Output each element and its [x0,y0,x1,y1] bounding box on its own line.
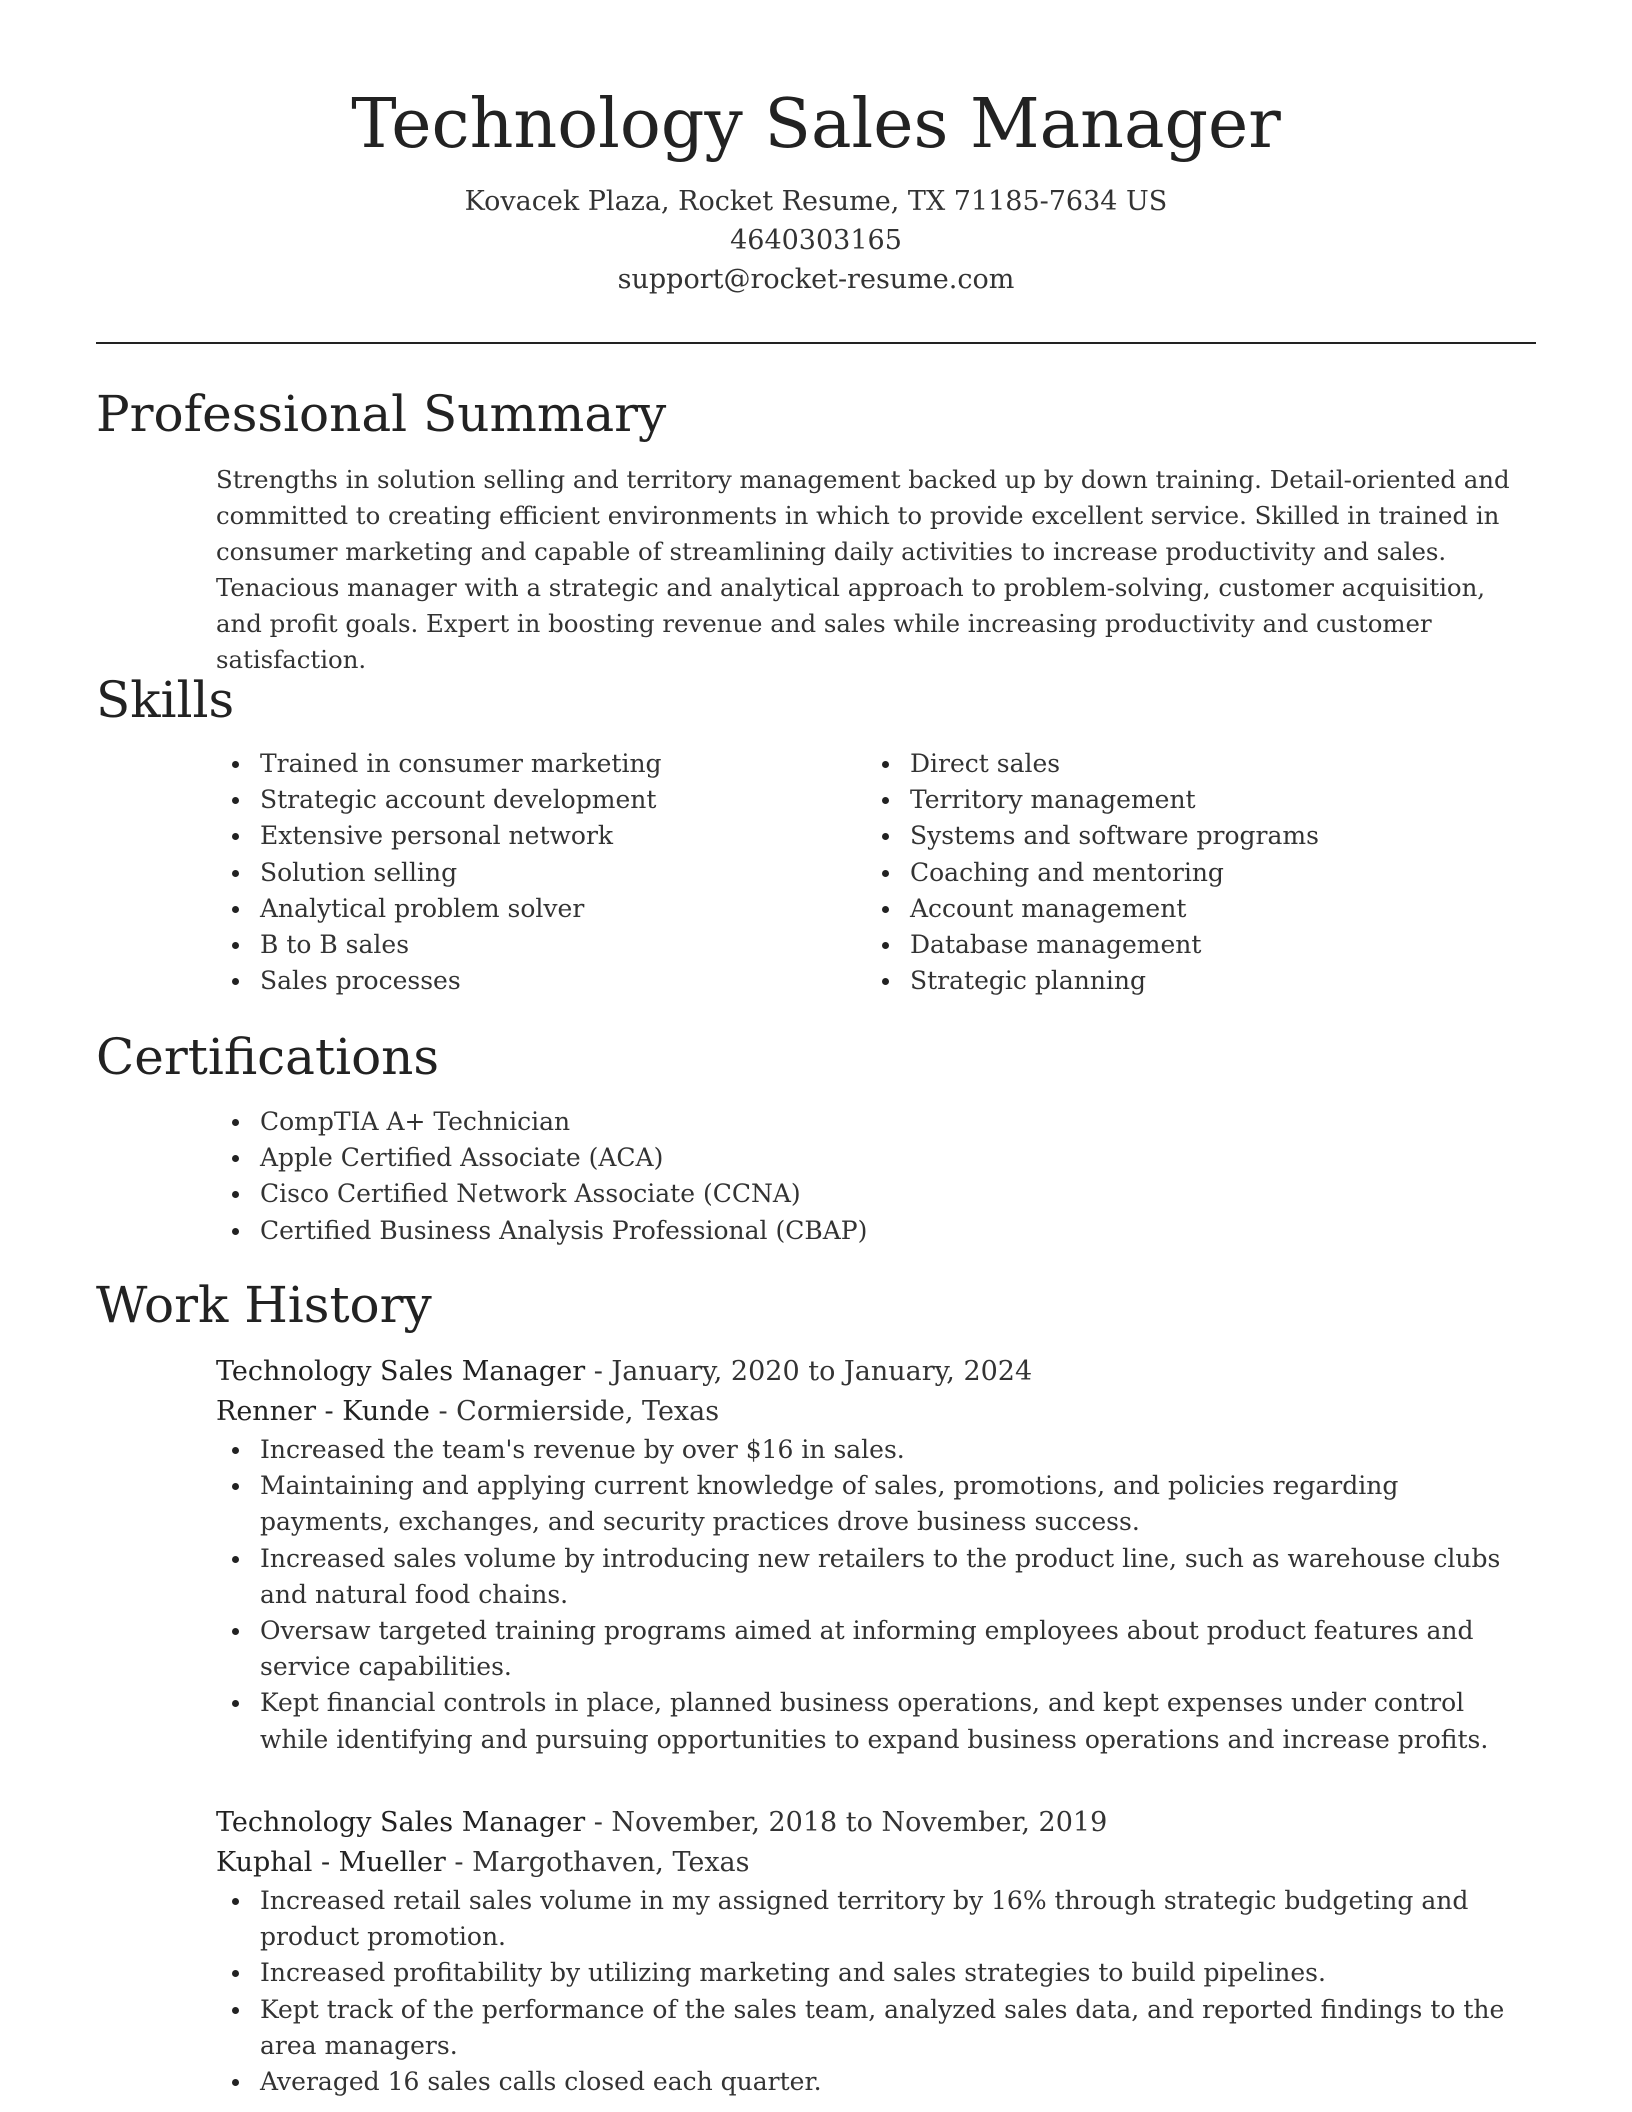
skill-item: Database management [866,927,1506,963]
certification-item: Apple Certified Associate (ACA) [216,1140,1536,1176]
job-dates: - January, 2020 to January, 2024 [585,1356,1033,1387]
job-entry [216,1352,1536,1758]
skill-item: B to B sales [216,927,856,963]
job-company: Renner - Kunde [216,1396,430,1427]
contact-info [96,182,1536,299]
certification-item: Certified Business Analysis Professional (CBAP) [216,1213,1536,1249]
email-address: support@rocket-resume.com [617,264,1015,295]
job-duties-list [216,1432,1536,1758]
job-duties-list [216,1883,1536,2100]
summary-text: Strengths in solution selling and territory management backed up by down training. Detail-oriented and committed to creating efficient environments in which to provide excellent service. Skilled in trained in consumer marketing and capable of streamlining daily activities to increase productivity and sales. Tenacious manager with a strategic and analytical approach to problem-solving, customer acquisition, and profit goals. Expert in boosting revenue and sales while increasing productivity and customer satisfaction. [216,465,1510,674]
job-duty-item: Increased the team's revenue by over $16 in sales. [216,1432,1536,1468]
skill-item: Direct sales [866,746,1506,782]
job-location: - Cormierside, Texas [429,1396,720,1427]
skills-column-right [866,746,1506,999]
skill-item: Territory management [866,782,1506,818]
skill-item: Extensive personal network [216,818,856,854]
job-company-line [216,1843,1536,1883]
job-duty-item: Oversaw targeted training programs aimed at informing employees about product features and service capabilities. [216,1613,1536,1685]
skill-item: Solution selling [216,855,856,891]
certifications-block [216,1104,1536,1249]
job-duty-item: Increased profitability by utilizing marketing and sales strategies to build pipelines. [216,1955,1536,1991]
skill-item: Strategic planning [866,963,1506,999]
job-location: - Margothaven, Texas [445,1847,750,1878]
job-role: Technology Sales Manager [216,1807,586,1838]
job-duty-item: Kept financial controls in place, planned business operations, and kept expenses under control while identifying and pursuing opportunities to expand business operations and increase profits. [216,1685,1536,1757]
certifications-list [216,1104,1536,1249]
job-company-line [216,1392,1536,1432]
section-title-summary: Professional Summary [96,385,667,443]
section-title-certifications: Certifications [96,1028,440,1086]
job-title-line [216,1803,1536,1843]
skill-item: Coaching and mentoring [866,855,1506,891]
skill-item: Account management [866,891,1506,927]
resume-header [96,80,1536,299]
job-duty-item: Increased sales volume by introducing new retailers to the product line, such as warehouse clubs and natural food chains. [216,1541,1536,1613]
skills-list-right [866,746,1506,999]
job-role: Technology Sales Manager [216,1356,586,1387]
section-title-work-history: Work History [96,1276,432,1334]
skill-item: Analytical problem solver [216,891,856,927]
job-title-line [216,1352,1536,1392]
certification-item: Cisco Certified Network Associate (CCNA) [216,1176,1536,1212]
candidate-name: Technology Sales Manager [351,85,1281,164]
skills-column-left [216,746,856,999]
job-entry [216,1803,1536,2100]
job-company: Kuphal - Mueller [216,1847,446,1878]
skill-item: Strategic account development [216,782,856,818]
job-duty-item: Increased retail sales volume in my assigned territory by 16% through strategic budgeting and product promotion. [216,1883,1536,1955]
skills-list-left [216,746,856,999]
phone-number: 4640303165 [730,225,902,256]
skill-item: Systems and software programs [866,818,1506,854]
address: Kovacek Plaza, Rocket Resume, TX 71185-7634 US [464,186,1168,217]
skill-item: Trained in consumer marketing [216,746,856,782]
job-duty-item: Averaged 16 sales calls closed each quarter. [216,2064,1536,2100]
skill-item: Sales processes [216,963,856,999]
section-title-skills: Skills [96,671,235,729]
job-duty-item: Kept track of the performance of the sales team, analyzed sales data, and reported findings to the area managers. [216,1992,1536,2064]
header-divider [96,342,1536,344]
job-duty-item: Maintaining and applying current knowledge of sales, promotions, and policies regarding payments, exchanges, and security practices drove business success. [216,1468,1536,1540]
certification-item: CompTIA A+ Technician [216,1104,1536,1140]
job-dates: - November, 2018 to November, 2019 [585,1807,1108,1838]
